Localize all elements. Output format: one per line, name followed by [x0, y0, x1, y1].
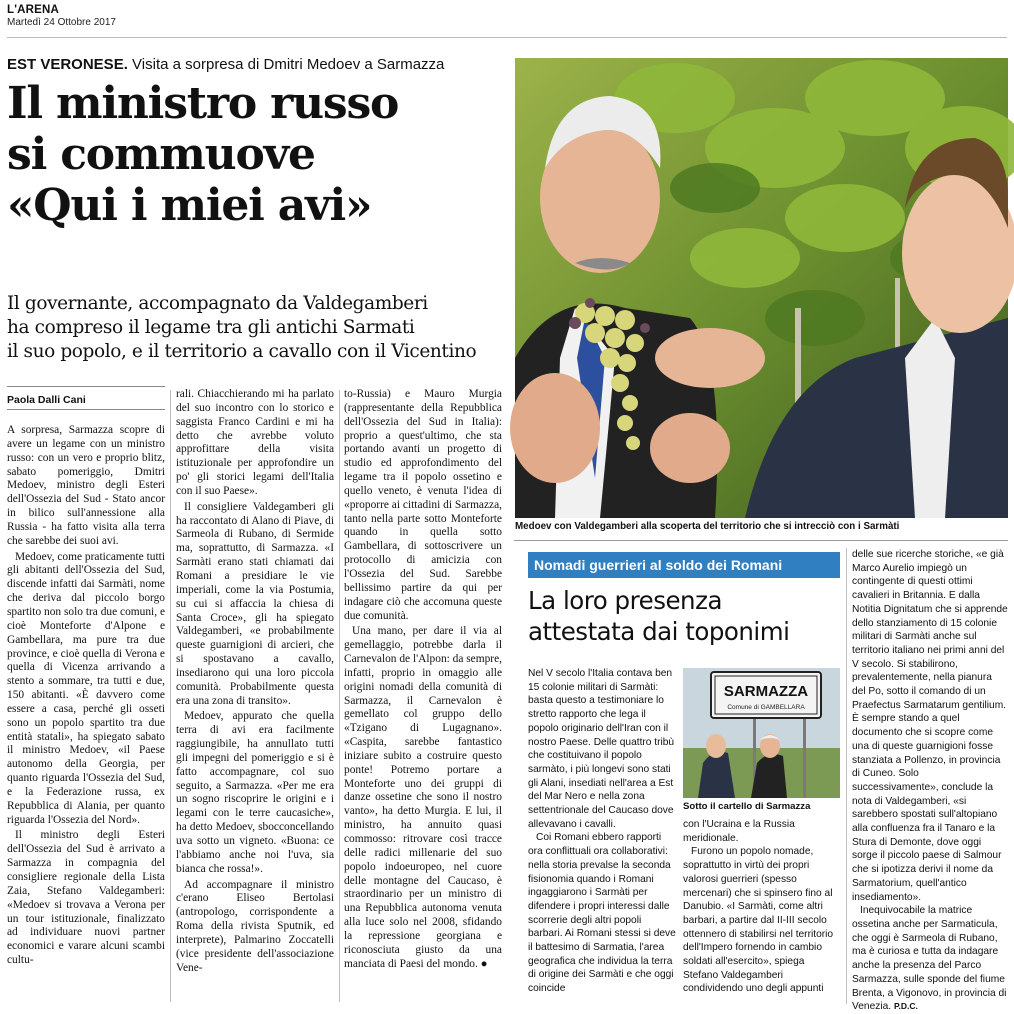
sidebar-title-line: attestata dai toponimi — [528, 617, 790, 646]
paragraph: to-Russia) e Mauro Murgia (rappresentante della Repubblica dell'Ossezia del Sud in Italia): proprio a quest'ultimo, che sta portando avanti un progetto di studio ed approfondimento del legame tra il popolo ossetino e quello veneto, è venuta l'idea di «proporre ai cittadini di Sarmazza, tanto nella parte sotto Monteforte quando in quella sotto Gambellara, di sottoscrivere un protocollo di amicizia con l'Ossezia del Sud. Sarebbe bellissimo partire da qui per indagare ciò che accomuna queste due comunità. — [344, 388, 502, 622]
paragraph: Coi Romani ebbero rapporti ora conflittuali ora collaborativi: nella storia prevalse la seconda fisionomia quando i Romani ingaggiarono i Sarmàti per difendere i propri interessi dalle scorrerie degli altri popoli barbari. Ai Romani stessi si deve il battesimo di Sarmatia, l'area geografica che individua la terra di origine dei Sarmàti e che oggi coincide — [528, 832, 676, 995]
headline — [7, 78, 507, 231]
sidebar-column-1 — [528, 667, 676, 1005]
sidebar-title-line: La loro presenza — [528, 586, 722, 615]
paragraph: Il ministro degli Esteri dell'Ossezia del Sud è arrivato a Sarmazza in compagnia del consigliere regionale della Lista Zaia, Stefano Valdegamberi: «Medoev si trovava a Verona per un tour istituzionale, finalizzato ad individuare nuovi partner economici e varare alcuni scambi cultu- — [7, 829, 165, 967]
kicker-text: Visita a sorpresa di Dmitri Medoev a Sarmazza — [132, 56, 445, 73]
author-initials: P.D.C. — [893, 1001, 918, 1012]
byline: Paola Dalli Cani — [7, 394, 165, 410]
paragraph: Ad accompagnare il ministro c'erano Eliseo Bertolasi (antropologo, corrispondente a Roma della rivista Sputnik, ed interprete), Palmarino Zoccatelli (vice presidente dell'associazione Vene- — [176, 878, 334, 974]
road-sign-photo-illustration — [683, 668, 840, 798]
paragraph: con l'Ucraina e la Russia meridionale. — [683, 819, 795, 844]
column-divider — [339, 390, 340, 1002]
sidebar-column-3 — [852, 548, 1008, 1013]
sign-photo-caption: Sotto il cartello di Sarmazza — [683, 801, 811, 812]
article-column-1 — [7, 424, 165, 1004]
sign-title: SARMAZZA — [723, 683, 809, 700]
sidebar-column-2 — [683, 818, 841, 1005]
paragraph: Il consigliere Valdegamberi gli ha raccontato di Alano di Piave, di Sarmeola di Rubano, di Sermide ma, soprattutto, di Sarmazza. «I Sarmàti erano stati chiamati dai Romani a presidiare le vie imperiali, come la via Postumia, su cui si affaccia la chiesa di Santa Croce», gli ha spiegato Valdegamberi, «e probabilmente queste guarnigioni di arcieri, che si spostavano a cavallo, insediarono qui una loro piccola comunità. Probabilmente questa era una zona di transito». — [176, 500, 334, 707]
subhead-line: Il governante, accompagnato da Valdegamberi — [7, 293, 428, 314]
subhead-line: ha compreso il legame tra gli antichi Sarmati — [7, 317, 415, 338]
column-divider — [846, 548, 847, 1004]
paragraph: delle sue ricerche storiche, «e già Marco Aurelio impiegò un contingente di questi ottimi cavalieri in Britannia. E dalla Notitia Dignitatum che si apprende dello stanziamento di 15 colonie militari di Sarmàti anche sul territorio italiano nei primi anni del V secolo. Si stabilirono, prevalentemente, nella pianura del Po, sotto il comando di un Praefectus Sarmatarum gentilium. È sempre stando a quel documento che si scopre come una di queste guarnigioni fosse stanziata a Pollenzo, in provincia di Cuneo. Solo successivamente», conclude la nota di Valdegamberi, «si sarebbero spostati sull'altopiano alla confluenza fra il Tanaro e la Stura di Demonte, dove oggi sorge il piccolo paese di Salmour che si ipotizza derivi il nome da Sarmatorium, quell'antico insediamento». — [852, 549, 1008, 903]
vineyard-photo-illustration — [515, 58, 1008, 518]
sign-subtitle: Comune di GAMBELLARA — [727, 704, 805, 711]
paragraph: Medoev, come praticamente tutti gli abitanti dell'Ossezia del Sud, discende infatti dai Sarmàti, nome che deriva dal piccolo borgo spartito non solo tra due comuni, e cioè Monteforte d'Alpone e Gambellara, ma pure tra due province, e cioè quella di Verona e quella di Vicenza arrivando a stento a sommare, tra tutti e due, 150 abitanti. «È davvero come essere a casa, perché gli osseti sono un popolo spartito tra due entità statali», ha spiegato sabato il ministro Medoev, «il Paese autonomo della Georgia, per quanto riguarda l'Ossezia del Sud, e la Federazione russa, ex Repubblica di Alania, per quanto riguarda l'Ossezia del Nord». — [7, 550, 165, 826]
paragraph: Medoev, appurato che quella terra di avi era facilmente raggiungibile, ha annullato tutti gli impegni del pomeriggio e si è fatto accompagnare, col suo seguito, a Sarmazza. «Per me era un sogno riscoprire le origini e i legami con le terre caucasiche», ha detto Medoev, sbocconcellando uva sotto un vigneto. «Buona: ce l'abbiamo anche noi l'uva, sia bianca che rossa!». — [176, 710, 334, 875]
sign-photo — [683, 668, 840, 798]
sidebar-kicker-band: Nomadi guerrieri al soldo dei Romani — [528, 552, 840, 578]
newspaper-name: L'ARENA — [7, 4, 60, 16]
main-photo — [515, 58, 1008, 518]
sidebar-rule — [514, 540, 1008, 541]
paragraph: Nel V secolo l'Italia contava ben 15 colonie militari di Sarmàti: basta questo a testimoniare lo stretto rapporto che lega il popolo originario dell'Iran con il nostro Paese. Delle quattro tribù che costituivano il popolo sarmàto, i più longevi sono stati gli Alani, insediati nell'area a Est del Mar Nero e nella zona settentrionale del Caucaso dove allevavano i cavalli. — [528, 668, 675, 830]
byline-rule — [7, 386, 165, 387]
headline-line: si commuove — [7, 129, 315, 180]
column-divider — [170, 390, 171, 1002]
paragraph: A sorpresa, Sarmazza scopre di avere un legame con un ministro russo: con un vero e proprio blitz, sabato pomeriggio, Dmitri Medoev, ministro degli Esteri dell'Ossezia del Sud - Stato ancor in bilico sull'annessione alla Russia - ha fatto visita alla terra che sarebbe dei suoi avi. — [7, 424, 165, 547]
paragraph: rali. Chiacchierando mi ha parlato del suo incontro con lo storico e saggista Franco Cardini e mi ha detto che avrebbe voluto approfittare della visita istituzionale per approfondire un po' gli storici legami dell'Italia con il suo Paese». — [176, 388, 334, 497]
kicker-tag: EST VERONESE. — [7, 56, 128, 73]
paragraph — [852, 904, 1008, 1014]
masthead — [7, 4, 1007, 38]
subheadline — [7, 292, 507, 364]
article-column-2 — [176, 388, 334, 1004]
issue-date: Martedì 24 Ottobre 2017 — [7, 17, 116, 28]
paragraph: Una mano, per dare il via al gemellaggio, potrebbe darla il Carnevalon de l'Alpon: da sempre, infatti, proprio in omaggio alle origini nomadi della comunità di Sarmazza, il Carnevalon è gemellato col gruppo dello «Tzigano di Lugagnano». «Caspita, sarebbe fantastico iniziare subito a costruire questo ponte! Potremo portare a Monteforte uno dei gruppi di danze ossetine che sono il nostro vanto», ha detto Murgia. E lui, il ministro, ha annuito quasi commosso: ritrovare così tracce delle radici millenarie del suo popolo indoeuropeo, nel cuore delle montagne del Caucaso, è straordinario per un ministro di una Repubblica autonoma venuta alla luce solo nel 2008, sfidando la repressione georgiana e riconosciuta giusto da una manciata di Paesi del mondo. ● — [344, 625, 502, 970]
sidebar-title — [528, 585, 848, 647]
photo-caption: Medoev con Valdegamberi alla scoperta del territorio che si intrecciò con i Sarmàti — [515, 521, 900, 532]
kicker — [7, 56, 444, 73]
headline-line: Il ministro russo — [7, 78, 399, 129]
headline-line: «Qui i miei avi» — [7, 180, 372, 231]
subhead-line: il suo popolo, e il territorio a cavallo con il Vicentino — [7, 341, 477, 362]
paragraph-text: Inequivocabile la matrice ossetina anche per Sarmaticula, che oggi è Sarmeola di Rubano, ma è curiosa e tutta da indagare anche la presenza del Parco Sarmazza, sulle sponde del fiume Brenta, a Vigonovo, in provincia di Venezia. — [852, 905, 1007, 1013]
article-column-3 — [344, 388, 502, 1004]
paragraph: Furono un popolo nomade, soprattutto in virtù dei propri valorosi guerrieri (spesso mercenari) che si spinsero fino al Danubio. «I Sarmàti, come altri barbari, a partire dal II-III secolo ottennero di stabilirsi nel territorio dell'Impero fornendo in cambio soldati all'esercito», spiega Stefano Valdegamberi condividendo uno degli appunti — [683, 846, 834, 995]
